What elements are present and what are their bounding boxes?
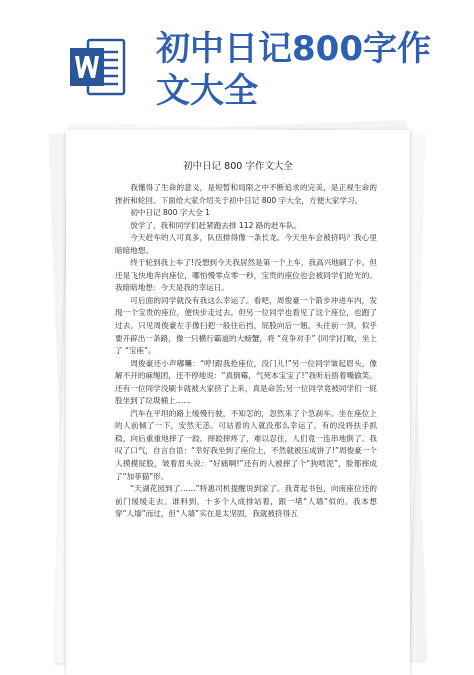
paragraph: 可后面的同学就没有我这么幸运了。看吧，周俊豪一个箭步冲进车内，发现一个宝贵的座位，便快步走过去。但另一位同学也看见了这个座位，也跑了过去。只见周俊豪左手像扫把一般往后挡，屁股向后一翘，头往前一顶，似乎要开辟出一条路，像一只横行霸道的大螃蟹，将 “竞争对手” (同学)打败，坐上了 “宝座”。 [115, 295, 377, 356]
page-title: 初中日记800字作文大全 [156, 29, 431, 111]
paragraph: 终于轮到我上车了!没想到今天我居然是第一个上车，我高兴地刷了卡。但还是飞快地奔向座位，哪怕慢零点零一秒，宝贵的座位也会被同学们抢光的。我暗暗地想：今天是我的幸运日。 [115, 258, 377, 293]
paragraph: 我懂得了生命的意义，是短暂和局限之中不断追求的完美，是正视生命的挫折和轮回。下面给大家介绍关于初中日记 800 字大全，方便大家学习。 [115, 183, 377, 205]
document-title: 初中日记 800 字作文大全 [183, 161, 293, 172]
section-heading: 初中日记 800 字大全 1 [130, 208, 210, 218]
word-document-icon [68, 36, 126, 98]
document-body [115, 182, 377, 521]
paragraph: “天湖花园到了……”特惠司机提醒说到家了。我背起书包，向南座位还的前门缓缓走去。谁料到，十多个人成排站着，跟一堵“人墙”似的。我本想穿“人墙”而过，但“人墙”实在是太坚固，我就被挤得五 [115, 484, 377, 519]
paragraph: 周俊豪还小声嘟囔：“哼!跟我抢座位，没门儿!”另一位同学皱起眉头，像解不开的麻绳团，还不停地说：“真倒霉，气死本宝宝了!”我听后捂着嘴偷笑。还有一位同学没刷卡就被大家挤了上来，真是命苦;另一位同学竟被同学们一屁股坐到了垃圾桶上…… [115, 358, 377, 406]
paragraph: 汽车在平坦的路上缓慢行驶，不知怎的，忽然来了个急刹车。坐在座位上的人前倾了一下，安然无恙。可站着的人就没那么幸运了，有的没将扶手抓稳，向后重重地摔了一跤。摔跤摔疼了，难以忍住，人们竟一连串地倒了。我叹了口气，自言自语：“幸好我坐到了座位上，不然就被压成饼了!”周俊豪一个人摸摸屁股，皱着眉头说：“好痛啊!”还有的人被摔了个“狗啃泥”，脸都摔成了“加菲猫”形。 [115, 408, 377, 481]
document-page [66, 130, 410, 675]
paragraph: 放学了，我和同学们赶紧跑去排 112 路的赶车队。 [130, 220, 302, 230]
paragraph: 今天赶车的人可真多，队伍排得像一条长龙。今天坐车会被挤吗？我心里暗暗地想。 [115, 233, 377, 255]
page-header [0, 0, 474, 128]
